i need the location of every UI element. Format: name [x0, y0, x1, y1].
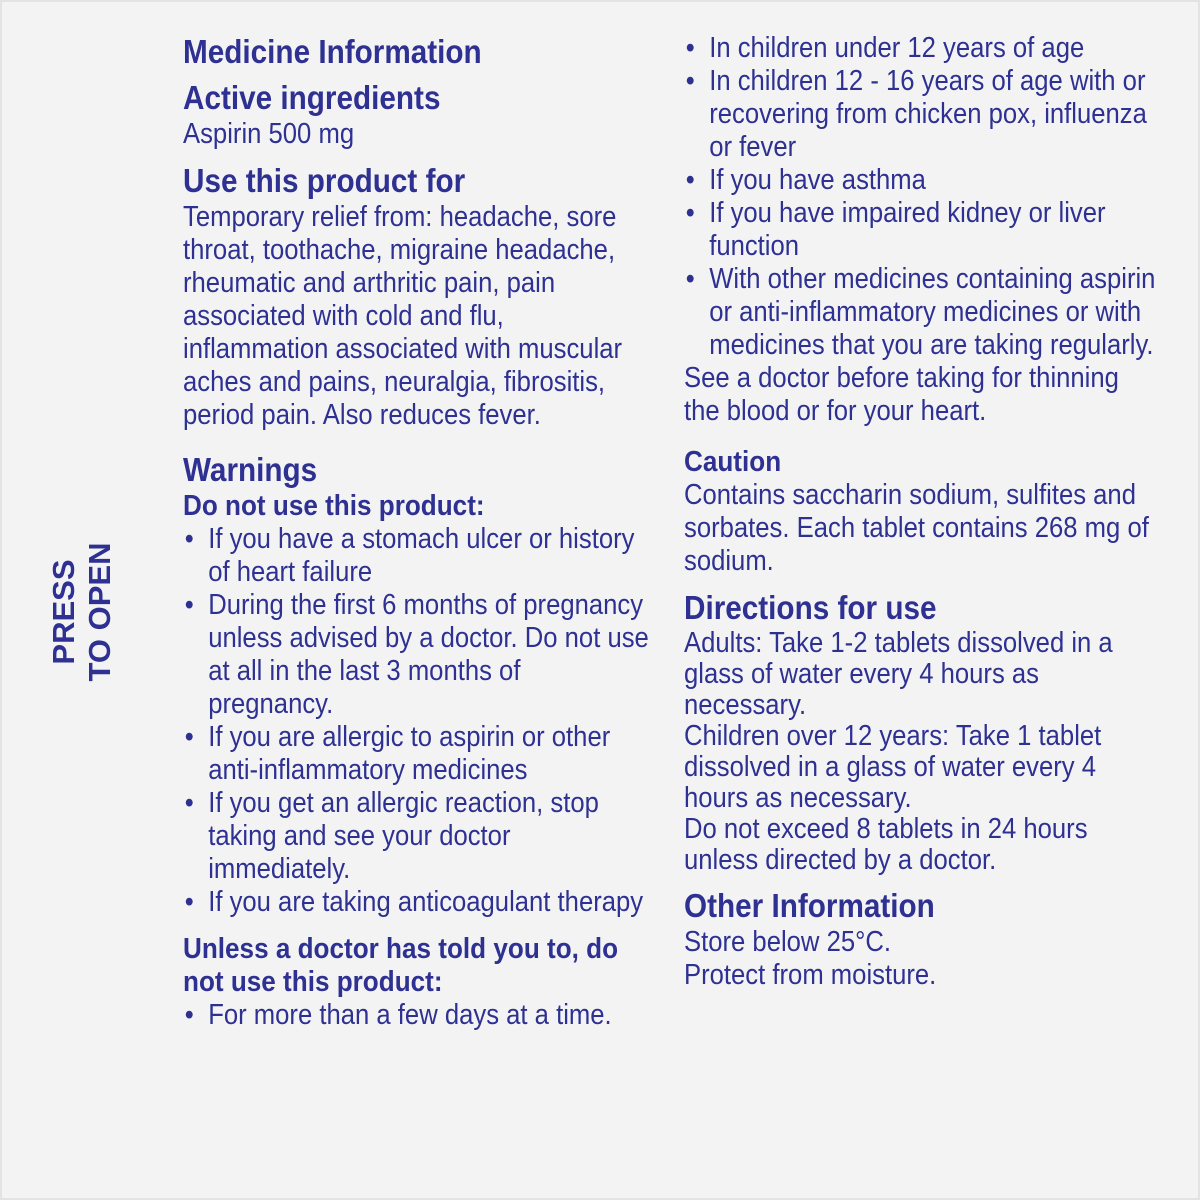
- unless-doctor-list: [183, 999, 651, 1032]
- do-not-use-list: [183, 523, 651, 919]
- directions-adults: Adults: Take 1-2 tablets dissolved in a glass of water every 4 hours as necessary.: [684, 627, 1113, 721]
- see-doctor-text: See a doctor before taking for thinning the blood or for your heart.: [684, 362, 1119, 427]
- unless-doctor-heading: Unless a doctor has told you to, do not use this product:: [183, 933, 619, 998]
- list-item: • With other medicines containing aspirin or anti-inflammatory medicines or with medicines that you are taking regularly.: [684, 263, 1161, 362]
- press-label-line1: PRESS: [46, 559, 81, 665]
- caution-text: Contains saccharin sodium, sulfites and sorbates. Each tablet contains 268 mg of sodium.: [684, 479, 1149, 577]
- use-product-text: Temporary relief from: headache, sore throat, toothache, migraine headache, rheumatic and arthritic pain, pain associated with cold and flu, inflammation associated with muscular aches and pains, neuralgia, fibrositis, period pain. Also reduces fever.: [183, 201, 623, 431]
- directions-children: Children over 12 years: Take 1 tablet dissolved in a glass of water every 4 hours as necessary.: [684, 720, 1102, 814]
- list-item: • If you are allergic to aspirin or other anti-inflammatory medicines: [183, 721, 651, 787]
- list-item: • In children 12 - 16 years of age with or recovering from chicken pox, influenza or fever: [684, 65, 1161, 164]
- list-item: • If you have impaired kidney or liver function: [684, 197, 1161, 263]
- list-item: • If you get an allergic reaction, stop taking and see your doctor immediately.: [183, 787, 651, 886]
- right-column: [684, 32, 1161, 992]
- active-ingredients-heading: Active ingredients: [183, 79, 441, 116]
- other-information-heading: Other Information: [684, 887, 935, 924]
- do-not-use-heading: Do not use this product:: [183, 490, 485, 522]
- left-column: [183, 32, 651, 1032]
- list-item: • If you have a stomach ulcer or history of heart failure: [183, 523, 651, 589]
- caution-heading: Caution: [684, 446, 782, 478]
- press-to-open-label: [46, 543, 118, 682]
- moisture-text: Protect from moisture.: [684, 959, 937, 991]
- list-item: • In children under 12 years of age: [684, 32, 1161, 65]
- list-item: • For more than a few days at a time.: [183, 999, 651, 1032]
- storage-text: Store below 25°C.: [684, 926, 892, 958]
- list-item: • If you are taking anticoagulant therapy: [183, 886, 651, 919]
- directions-limit: Do not exceed 8 tablets in 24 hours unless directed by a doctor.: [684, 813, 1088, 876]
- list-item: • If you have asthma: [684, 164, 1161, 197]
- warnings-heading: Warnings: [183, 451, 318, 488]
- medicine-information-title: Medicine Information: [183, 33, 482, 70]
- list-item: • During the first 6 months of pregnancy unless advised by a doctor. Do not use at all in the last 3 months of pregnancy.: [183, 589, 651, 721]
- use-product-heading: Use this product for: [183, 162, 466, 199]
- unless-doctor-list-continued: [684, 32, 1161, 362]
- active-ingredients-value: Aspirin 500 mg: [183, 118, 355, 150]
- press-label-line2: TO OPEN: [82, 542, 117, 682]
- directions-heading: Directions for use: [684, 589, 937, 626]
